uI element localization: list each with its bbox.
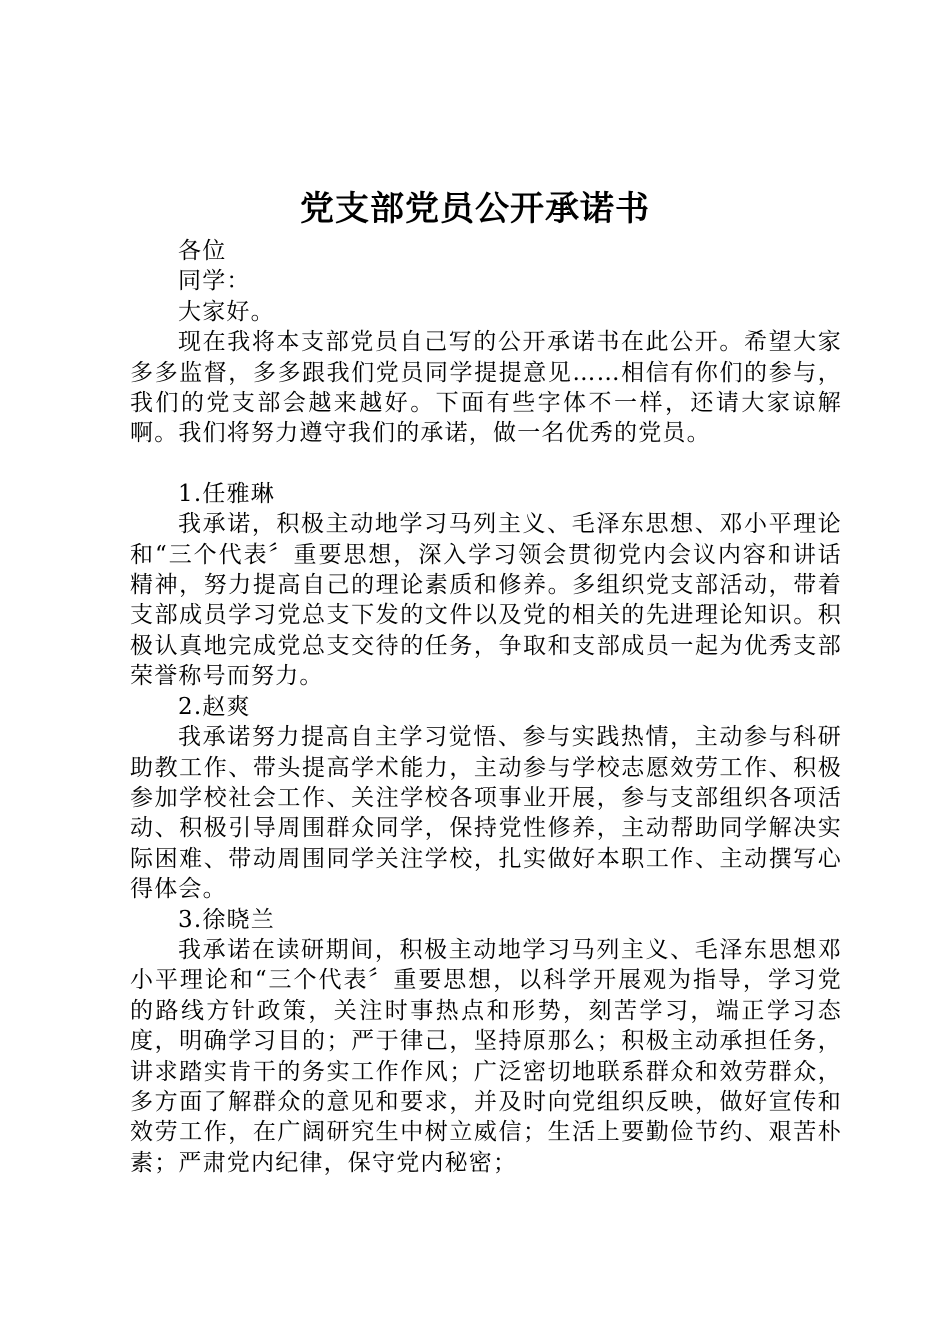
member-pledge: 我承诺努力提高自主学习觉悟、参与实践热情，主动参与科研助教工作、带头提高学术能力，主动参与学校志愿效劳工作、积极参加学校社会工作、关注学校各项事业开展，参与支部组织各项活动、积极引导周围群众同学，保持党性修养，主动帮助同学解决实际困难、带动周围同学关注学校，扎实做好本职工作、主动撰写心得体会。 [130,724,842,903]
section-gap [130,449,842,479]
member-pledge: 我承诺在读研期间，积极主动地学习马列主义、毛泽东思想邓小平理论和“三个代表〞重要思想，以科学开展观为指导，学习党的路线方针政策，关注时事热点和形势，刻苦学习，端正学习态度，明确学习目的；严于律己，坚持原那么；积极主动承担任务，讲求踏实肯干的务实工作作风；广泛密切地联系群众和效劳群众，多方面了解群众的意见和要求，并及时向党组织反映，做好宣传和效劳工作，在广阔研究生中树立威信；生活上要勤俭节约、艰苦朴素；严肃党内纪律，保守党内秘密； [130,936,842,1176]
salutation-line-1: 各位 [178,238,227,264]
greeting: 大家好。 [178,298,275,325]
salutation-line-2: 同学： [178,268,251,295]
member-pledge: 我承诺，积极主动地学习马列主义、毛泽东思想、邓小平理论和“三个代表〞重要思想，深入学习领会贯彻党内会议内容和讲话精神，努力提高自己的理论素质和修养。多组织党支部活动，带着支部成员学习党总支下发的文件以及党的相关的先进理论知识。积极认真地完成党总支交待的任务，争取和支部成员一起为优秀支部荣誉称号而努力。 [130,511,842,690]
member-heading: 3.徐晓兰 [178,906,275,933]
member-heading: 2.赵爽 [178,693,251,720]
document-body [130,236,842,1178]
intro-paragraph: 现在我将本支部党员自己写的公开承诺书在此公开。希望大家多多监督，多多跟我们党员同学提提意见……相信有你们的参与，我们的党支部会越来越好。下面有些字体不一样，还请大家谅解啊。我们将努力遵守我们的承诺，做一名优秀的党员。 [130,329,842,447]
document-title: 党支部党员公开承诺书 [300,189,650,229]
member-heading: 1.任雅琳 [178,480,275,507]
